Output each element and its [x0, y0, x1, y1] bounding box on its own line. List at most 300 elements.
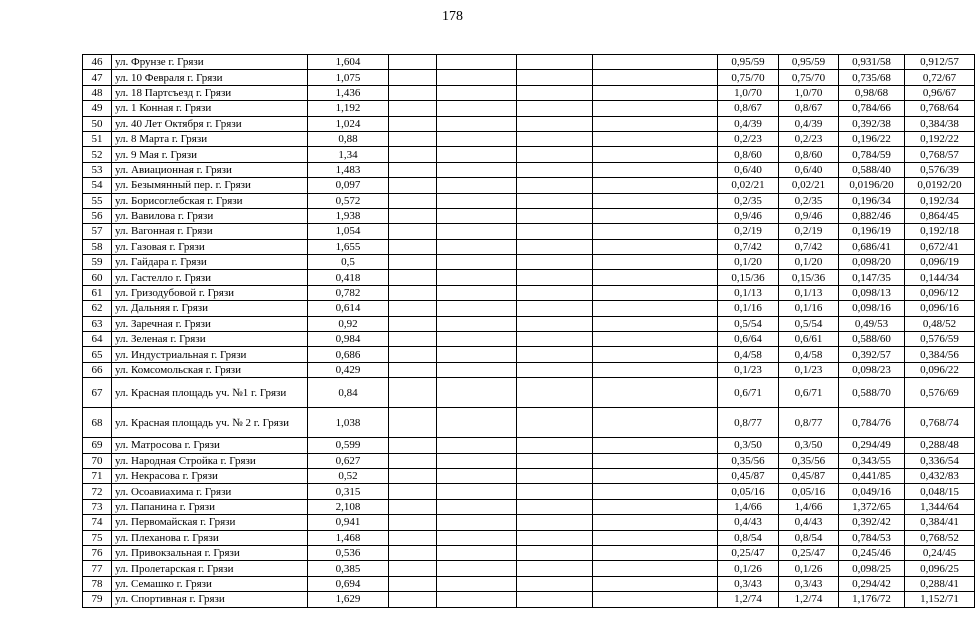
value-cell-1: 0,2/23 [718, 131, 779, 146]
empty-cell [517, 116, 593, 131]
empty-cell [593, 285, 718, 300]
empty-cell [437, 484, 517, 499]
table-row [83, 178, 975, 193]
value-cell-1: 0,2/35 [718, 193, 779, 208]
value-cell-3: 1,372/65 [839, 499, 905, 514]
value-cell-2: 0,05/16 [779, 484, 839, 499]
street-name: ул. Народная Стройка г. Грязи [112, 453, 308, 468]
value-cell-3: 0,049/16 [839, 484, 905, 499]
empty-cell [437, 378, 517, 408]
empty-cell [437, 55, 517, 70]
empty-cell [437, 301, 517, 316]
value-cell-3: 0,098/23 [839, 362, 905, 377]
table-row [83, 499, 975, 514]
street-name: ул. Плеханова г. Грязи [112, 530, 308, 545]
value-cell-3: 0,294/49 [839, 438, 905, 453]
empty-cell [517, 468, 593, 483]
value-cell-3: 0,196/34 [839, 193, 905, 208]
value-cell-1: 1,2/74 [718, 592, 779, 607]
empty-cell [389, 453, 437, 468]
value-cell-1: 0,8/77 [718, 408, 779, 438]
value-cell-2: 0,4/43 [779, 515, 839, 530]
value-cell-2: 0,7/42 [779, 239, 839, 254]
street-length: 1,34 [308, 147, 389, 162]
empty-cell [389, 408, 437, 438]
row-number: 77 [83, 561, 112, 576]
empty-cell [437, 530, 517, 545]
value-cell-1: 0,05/16 [718, 484, 779, 499]
empty-cell [389, 378, 437, 408]
empty-cell [437, 545, 517, 560]
value-cell-4: 0,576/69 [905, 378, 975, 408]
value-cell-1: 0,8/60 [718, 147, 779, 162]
empty-cell [517, 193, 593, 208]
value-cell-2: 0,3/50 [779, 438, 839, 453]
empty-cell [517, 131, 593, 146]
value-cell-3: 0,735/68 [839, 70, 905, 85]
empty-cell [389, 438, 437, 453]
empty-cell [389, 301, 437, 316]
empty-cell [389, 147, 437, 162]
empty-cell [389, 55, 437, 70]
empty-cell [389, 499, 437, 514]
empty-cell [517, 530, 593, 545]
street-name: ул. Дальняя г. Грязи [112, 301, 308, 316]
row-number: 52 [83, 147, 112, 162]
value-cell-1: 0,4/58 [718, 347, 779, 362]
street-name: ул. Безымянный пер. г. Грязи [112, 178, 308, 193]
street-length: 0,686 [308, 347, 389, 362]
value-cell-3: 0,588/40 [839, 162, 905, 177]
row-number: 46 [83, 55, 112, 70]
empty-cell [517, 499, 593, 514]
table-row [83, 484, 975, 499]
row-number: 70 [83, 453, 112, 468]
empty-cell [593, 270, 718, 285]
street-name: ул. Индустриальная г. Грязи [112, 347, 308, 362]
empty-cell [437, 208, 517, 223]
value-cell-4: 0,096/16 [905, 301, 975, 316]
empty-cell [389, 85, 437, 100]
empty-cell [593, 453, 718, 468]
value-cell-2: 1,0/70 [779, 85, 839, 100]
street-name: ул. Папанина г. Грязи [112, 499, 308, 514]
street-length: 1,038 [308, 408, 389, 438]
page-number: 178 [442, 9, 463, 24]
row-number: 74 [83, 515, 112, 530]
row-number: 72 [83, 484, 112, 499]
value-cell-2: 0,6/40 [779, 162, 839, 177]
empty-cell [389, 116, 437, 131]
empty-cell [517, 301, 593, 316]
table-row [83, 162, 975, 177]
value-cell-4: 0,336/54 [905, 453, 975, 468]
value-cell-4: 0,768/74 [905, 408, 975, 438]
street-name: ул. Вагонная г. Грязи [112, 224, 308, 239]
empty-cell [517, 70, 593, 85]
street-name: ул. 8 Марта г. Грязи [112, 131, 308, 146]
value-cell-2: 1,2/74 [779, 592, 839, 607]
empty-cell [437, 438, 517, 453]
empty-cell [517, 162, 593, 177]
empty-cell [389, 332, 437, 347]
empty-cell [389, 316, 437, 331]
value-cell-3: 0,392/38 [839, 116, 905, 131]
row-number: 55 [83, 193, 112, 208]
empty-cell [593, 408, 718, 438]
value-cell-1: 0,1/20 [718, 255, 779, 270]
value-cell-2: 0,8/60 [779, 147, 839, 162]
value-cell-4: 0,48/52 [905, 316, 975, 331]
street-length: 0,782 [308, 285, 389, 300]
street-name: ул. Вавилова г. Грязи [112, 208, 308, 223]
table-row [83, 438, 975, 453]
value-cell-4: 0,384/41 [905, 515, 975, 530]
table-row [83, 70, 975, 85]
row-number: 60 [83, 270, 112, 285]
row-number: 79 [83, 592, 112, 607]
street-length: 0,627 [308, 453, 389, 468]
table-row [83, 270, 975, 285]
empty-cell [593, 55, 718, 70]
value-cell-1: 0,3/50 [718, 438, 779, 453]
table-row [83, 592, 975, 607]
street-name: ул. Зеленая г. Грязи [112, 332, 308, 347]
empty-cell [389, 468, 437, 483]
street-name: ул. Некрасова г. Грязи [112, 468, 308, 483]
empty-cell [437, 515, 517, 530]
empty-cell [389, 270, 437, 285]
value-cell-4: 0,288/41 [905, 576, 975, 591]
value-cell-1: 0,5/54 [718, 316, 779, 331]
table-row [83, 362, 975, 377]
street-length: 1,483 [308, 162, 389, 177]
table-row [83, 285, 975, 300]
empty-cell [593, 499, 718, 514]
value-cell-3: 0,343/55 [839, 453, 905, 468]
value-cell-4: 0,96/67 [905, 85, 975, 100]
empty-cell [517, 484, 593, 499]
value-cell-1: 0,6/71 [718, 378, 779, 408]
value-cell-1: 0,4/39 [718, 116, 779, 131]
empty-cell [593, 576, 718, 591]
empty-cell [437, 162, 517, 177]
empty-cell [389, 255, 437, 270]
empty-cell [389, 576, 437, 591]
value-cell-2: 1,4/66 [779, 499, 839, 514]
empty-cell [437, 561, 517, 576]
street-length: 0,315 [308, 484, 389, 499]
row-number: 54 [83, 178, 112, 193]
value-cell-2: 0,8/54 [779, 530, 839, 545]
value-cell-4: 0,576/59 [905, 332, 975, 347]
row-number: 71 [83, 468, 112, 483]
table-row [83, 515, 975, 530]
value-cell-2: 0,95/59 [779, 55, 839, 70]
value-cell-4: 0,768/52 [905, 530, 975, 545]
street-name: ул. 40 Лет Октября г. Грязи [112, 116, 308, 131]
street-name: ул. Заречная г. Грязи [112, 316, 308, 331]
value-cell-1: 0,95/59 [718, 55, 779, 70]
value-cell-4: 1,344/64 [905, 499, 975, 514]
empty-cell [593, 224, 718, 239]
value-cell-1: 0,45/87 [718, 468, 779, 483]
value-cell-4: 1,152/71 [905, 592, 975, 607]
empty-cell [389, 285, 437, 300]
value-cell-4: 0,096/19 [905, 255, 975, 270]
empty-cell [389, 347, 437, 362]
empty-cell [593, 162, 718, 177]
street-length: 0,984 [308, 332, 389, 347]
empty-cell [517, 208, 593, 223]
value-cell-3: 0,784/59 [839, 147, 905, 162]
value-cell-1: 0,2/19 [718, 224, 779, 239]
row-number: 73 [83, 499, 112, 514]
empty-cell [389, 101, 437, 116]
empty-cell [517, 85, 593, 100]
value-cell-4: 0,096/22 [905, 362, 975, 377]
value-cell-2: 0,9/46 [779, 208, 839, 223]
row-number: 47 [83, 70, 112, 85]
table-row [83, 453, 975, 468]
value-cell-4: 0,192/22 [905, 131, 975, 146]
empty-cell [517, 576, 593, 591]
row-number: 69 [83, 438, 112, 453]
empty-cell [437, 316, 517, 331]
empty-cell [593, 515, 718, 530]
street-name: ул. Гризодубовой г. Грязи [112, 285, 308, 300]
street-length: 1,938 [308, 208, 389, 223]
row-number: 65 [83, 347, 112, 362]
empty-cell [389, 530, 437, 545]
value-cell-4: 0,768/64 [905, 101, 975, 116]
empty-cell [437, 468, 517, 483]
row-number: 66 [83, 362, 112, 377]
empty-cell [517, 438, 593, 453]
value-cell-1: 0,6/64 [718, 332, 779, 347]
value-cell-3: 0,784/76 [839, 408, 905, 438]
empty-cell [517, 515, 593, 530]
empty-cell [437, 147, 517, 162]
value-cell-3: 0,931/58 [839, 55, 905, 70]
street-name: ул. Красная площадь уч. № 2 г. Грязи [112, 408, 308, 438]
empty-cell [593, 178, 718, 193]
value-cell-4: 0,72/67 [905, 70, 975, 85]
value-cell-3: 0,098/16 [839, 301, 905, 316]
empty-cell [593, 70, 718, 85]
street-name: ул. Первомайская г. Грязи [112, 515, 308, 530]
empty-cell [593, 592, 718, 607]
value-cell-1: 1,4/66 [718, 499, 779, 514]
value-cell-4: 0,192/34 [905, 193, 975, 208]
street-length: 0,599 [308, 438, 389, 453]
empty-cell [437, 101, 517, 116]
street-length: 1,604 [308, 55, 389, 70]
empty-cell [389, 193, 437, 208]
table-row [83, 378, 975, 408]
empty-cell [593, 131, 718, 146]
empty-cell [593, 301, 718, 316]
value-cell-1: 0,1/23 [718, 362, 779, 377]
value-cell-3: 0,882/46 [839, 208, 905, 223]
empty-cell [437, 270, 517, 285]
value-cell-2: 0,6/71 [779, 378, 839, 408]
table-row [83, 116, 975, 131]
empty-cell [437, 332, 517, 347]
street-name: ул. Спортивная г. Грязи [112, 592, 308, 607]
row-number: 67 [83, 378, 112, 408]
value-cell-4: 0,24/45 [905, 545, 975, 560]
value-cell-1: 0,25/47 [718, 545, 779, 560]
value-cell-3: 0,784/66 [839, 101, 905, 116]
value-cell-4: 0,576/39 [905, 162, 975, 177]
street-name: ул. Матросова г. Грязи [112, 438, 308, 453]
table-body [83, 55, 975, 608]
street-name: ул. Осоавиахима г. Грязи [112, 484, 308, 499]
value-cell-3: 0,294/42 [839, 576, 905, 591]
empty-cell [437, 255, 517, 270]
value-cell-4: 0,384/56 [905, 347, 975, 362]
empty-cell [437, 408, 517, 438]
empty-cell [517, 147, 593, 162]
street-name: ул. Пролетарская г. Грязи [112, 561, 308, 576]
value-cell-1: 0,1/16 [718, 301, 779, 316]
street-length: 1,054 [308, 224, 389, 239]
table-row [83, 131, 975, 146]
value-cell-2: 0,2/35 [779, 193, 839, 208]
empty-cell [437, 116, 517, 131]
street-length: 0,84 [308, 378, 389, 408]
street-name: ул. 18 Партсъезд г. Грязи [112, 85, 308, 100]
table-row [83, 316, 975, 331]
table-row [83, 347, 975, 362]
empty-cell [389, 162, 437, 177]
value-cell-2: 0,75/70 [779, 70, 839, 85]
row-number: 62 [83, 301, 112, 316]
empty-cell [517, 545, 593, 560]
row-number: 61 [83, 285, 112, 300]
street-name: ул. 10 Февраля г. Грязи [112, 70, 308, 85]
street-name: ул. Авиационная г. Грязи [112, 162, 308, 177]
row-number: 59 [83, 255, 112, 270]
empty-cell [593, 438, 718, 453]
value-cell-2: 0,35/56 [779, 453, 839, 468]
empty-cell [593, 530, 718, 545]
street-length: 1,075 [308, 70, 389, 85]
empty-cell [437, 224, 517, 239]
value-cell-3: 0,147/35 [839, 270, 905, 285]
empty-cell [517, 362, 593, 377]
value-cell-3: 0,0196/20 [839, 178, 905, 193]
table-row [83, 561, 975, 576]
value-cell-2: 0,45/87 [779, 468, 839, 483]
empty-cell [389, 592, 437, 607]
row-number: 50 [83, 116, 112, 131]
street-length: 0,941 [308, 515, 389, 530]
empty-cell [593, 332, 718, 347]
value-cell-3: 0,588/60 [839, 332, 905, 347]
value-cell-1: 0,4/43 [718, 515, 779, 530]
row-number: 58 [83, 239, 112, 254]
empty-cell [517, 347, 593, 362]
value-cell-4: 0,0192/20 [905, 178, 975, 193]
table-row [83, 545, 975, 560]
empty-cell [517, 285, 593, 300]
table-row [83, 301, 975, 316]
street-length: 0,572 [308, 193, 389, 208]
value-cell-3: 0,49/53 [839, 316, 905, 331]
value-cell-4: 0,384/38 [905, 116, 975, 131]
value-cell-1: 0,02/21 [718, 178, 779, 193]
empty-cell [517, 561, 593, 576]
street-length: 0,88 [308, 131, 389, 146]
row-number: 76 [83, 545, 112, 560]
value-cell-4: 0,672/41 [905, 239, 975, 254]
street-length: 0,097 [308, 178, 389, 193]
table-row [83, 332, 975, 347]
value-cell-1: 0,15/36 [718, 270, 779, 285]
table-row [83, 408, 975, 438]
empty-cell [593, 255, 718, 270]
empty-cell [389, 561, 437, 576]
empty-cell [593, 193, 718, 208]
value-cell-1: 0,6/40 [718, 162, 779, 177]
table-row [83, 55, 975, 70]
street-length: 2,108 [308, 499, 389, 514]
empty-cell [593, 561, 718, 576]
value-cell-4: 0,192/18 [905, 224, 975, 239]
empty-cell [437, 347, 517, 362]
empty-cell [389, 208, 437, 223]
value-cell-1: 0,1/13 [718, 285, 779, 300]
value-cell-2: 0,4/58 [779, 347, 839, 362]
value-cell-2: 0,1/20 [779, 255, 839, 270]
value-cell-4: 0,144/34 [905, 270, 975, 285]
row-number: 75 [83, 530, 112, 545]
empty-cell [437, 285, 517, 300]
street-length: 1,468 [308, 530, 389, 545]
street-length: 0,385 [308, 561, 389, 576]
street-name: ул. Красная площадь уч. №1 г. Грязи [112, 378, 308, 408]
empty-cell [389, 484, 437, 499]
row-number: 64 [83, 332, 112, 347]
empty-cell [437, 499, 517, 514]
value-cell-1: 0,7/42 [718, 239, 779, 254]
street-length: 0,418 [308, 270, 389, 285]
value-cell-3: 0,784/53 [839, 530, 905, 545]
empty-cell [593, 147, 718, 162]
empty-cell [437, 131, 517, 146]
value-cell-3: 0,98/68 [839, 85, 905, 100]
value-cell-4: 0,864/45 [905, 208, 975, 223]
value-cell-3: 0,392/57 [839, 347, 905, 362]
value-cell-2: 0,5/54 [779, 316, 839, 331]
empty-cell [389, 362, 437, 377]
value-cell-4: 0,768/57 [905, 147, 975, 162]
empty-cell [593, 362, 718, 377]
street-name: ул. Фрунзе г. Грязи [112, 55, 308, 70]
row-number: 56 [83, 208, 112, 223]
empty-cell [437, 85, 517, 100]
empty-cell [389, 70, 437, 85]
value-cell-2: 0,15/36 [779, 270, 839, 285]
street-length: 1,024 [308, 116, 389, 131]
empty-cell [517, 101, 593, 116]
street-name: ул. 1 Конная г. Грязи [112, 101, 308, 116]
value-cell-1: 0,1/26 [718, 561, 779, 576]
empty-cell [389, 131, 437, 146]
value-cell-2: 0,8/77 [779, 408, 839, 438]
